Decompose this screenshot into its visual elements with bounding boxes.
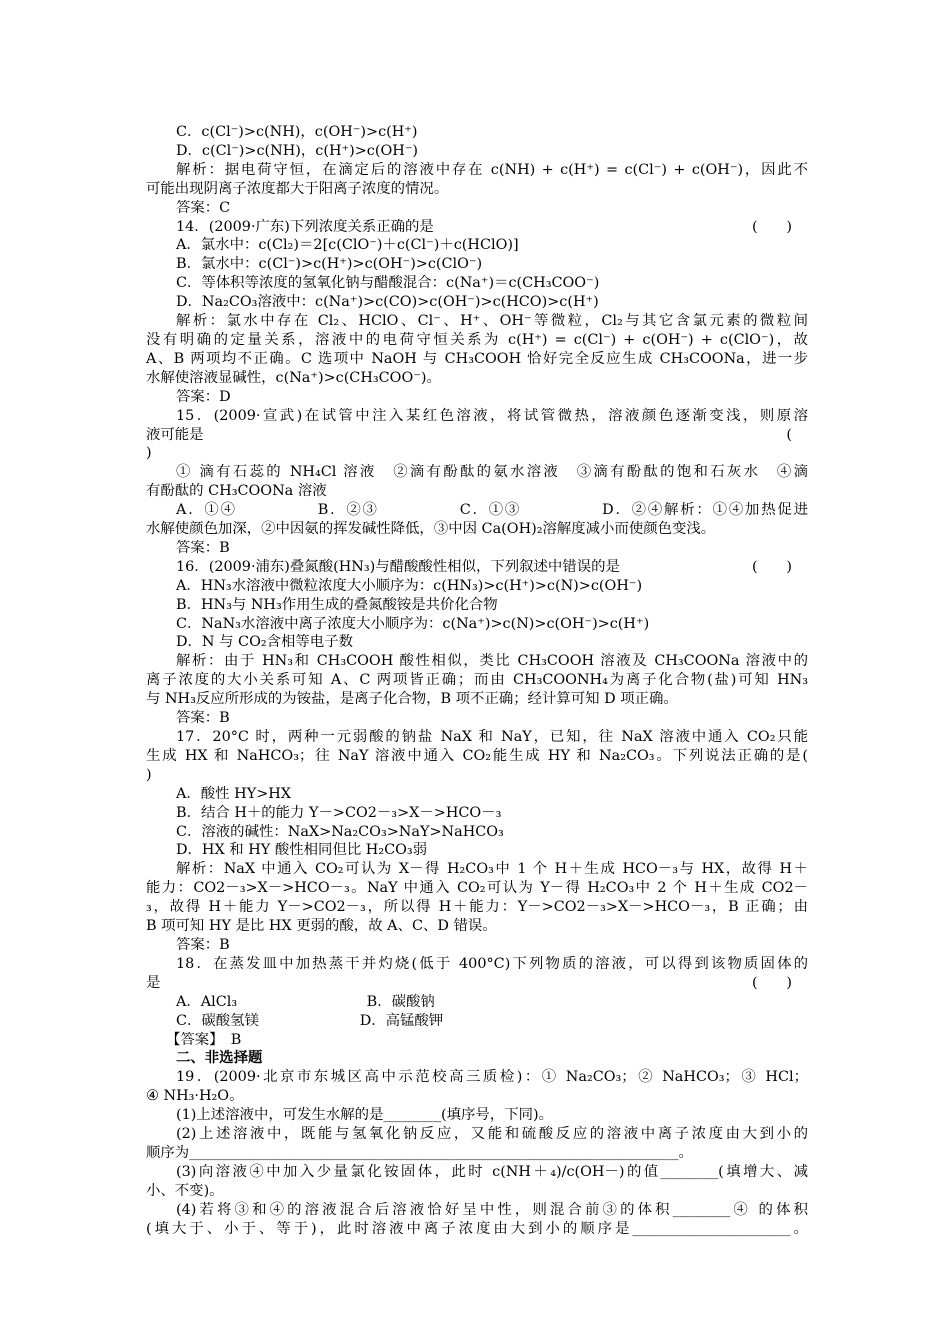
text-line	[146, 1012, 808, 1031]
line-text: )	[146, 766, 152, 783]
line-text: 15．(2009·宣武)在试管中注入某红色溶液，将试管微热，溶液颜色逐渐变浅，则原溶	[176, 407, 808, 424]
line-text: A．氯水中：c(Cl₂)＝2[c(ClO⁻)＋c(Cl⁻)＋c(HClO)]	[176, 237, 519, 254]
line-text: (2)上述溶液中，既能与氢氧化钠反应，又能和硫酸反应的溶液中离子浓度由大到小的	[176, 1126, 808, 1143]
text-line	[146, 690, 808, 709]
text-line	[146, 1182, 808, 1201]
text-line	[146, 199, 808, 218]
line-text: C．NaN₃水溶液中离子浓度大小顺序为：c(Na⁺)>c(N)>c(OH⁻)>c(H⁺)	[176, 615, 650, 632]
line-text: 解析：据电荷守恒，在滴定后的溶液中存在 c(NH) + c(H⁺) = c(Cl⁻) + c(OH⁻)，因此不	[176, 161, 808, 178]
text-line	[146, 463, 808, 482]
line-text: B．HN₃与 NH₃作用生成的叠氮酸铵是共价化合物	[176, 596, 498, 613]
line-text: 可能出现阴离子浓度都大于阳离子浓度的情况。	[146, 180, 449, 197]
answer-bracket: (	[786, 426, 792, 443]
line-text: 17．20°C 时，两种一元弱酸的钠盐 NaX 和 NaY，已知，往 NaX 溶液中通入 CO₂只能	[176, 729, 808, 745]
text-line	[146, 1106, 808, 1125]
text-line	[146, 652, 808, 671]
line-text: (3)向溶液④中加入少量氯化铵固体，此时 c(NH＋₄)/c(OH－)的值________(填增大、减	[176, 1163, 808, 1180]
line-text: 小、不变)。	[146, 1182, 224, 1199]
text-line	[146, 898, 808, 917]
text-line	[146, 426, 808, 445]
text-line	[146, 482, 808, 501]
text-line	[146, 407, 808, 426]
line-text: 水解使颜色加深，②中因氨的挥发碱性降低，③中因 Ca(OH)₂溶解度减小而使颜色变浅。	[146, 521, 716, 538]
text-line	[146, 671, 808, 690]
text-line	[146, 709, 808, 728]
text-line	[146, 728, 808, 747]
text-line	[146, 539, 808, 558]
line-text: 有酚酞的 CH₃COONa 溶液	[146, 483, 327, 500]
line-text: 能力：CO2－₃>X－>HCO－₃。NaY 中通入 CO₂可认为 Y－得 H₂CO₃中 2 个 H＋生成 CO2－	[146, 880, 808, 897]
line-text: B．结合 H＋的能力 Y－>CO2－₃>X－>HCO－₃	[176, 804, 502, 821]
text-line	[146, 236, 808, 255]
text-line	[146, 501, 808, 520]
line-text: D．HX 和 HY 酸性相同但比 H₂CO₃弱	[176, 842, 428, 859]
text-line	[146, 1049, 808, 1068]
text-line	[146, 161, 808, 180]
text-line	[146, 993, 808, 1012]
line-text: 答案：C	[176, 199, 231, 216]
line-text: 19．(2009·北京市东城区高中示范校高三质检)：① Na₂CO₃；② NaHCO₃；③ HCl；	[176, 1069, 808, 1086]
text-line	[146, 615, 808, 634]
text-line	[146, 860, 808, 879]
line-text: 答案：B	[176, 710, 230, 727]
line-text: 生成 HX 和 NaHCO₃；往 NaY 溶液中通入 CO₂能生成 HY 和 Na₂CO₃。下列说法正确的是(	[146, 747, 808, 764]
line-text: B 项可知 HY 是比 HX 更弱的酸，故 A、C、D 错误。	[146, 918, 497, 935]
text-line	[146, 1163, 808, 1182]
text-line	[146, 1125, 808, 1144]
line-text: A．酸性 HY>HX	[176, 785, 292, 802]
line-text: 答案：B	[176, 539, 230, 556]
line-text: D．c(Cl⁻)>c(NH)，c(H⁺)>c(OH⁻)	[176, 142, 419, 159]
text-line	[146, 633, 808, 652]
line-text: A．①④ B．②③ C．①③ D．②④解析：①④加热促进	[176, 502, 808, 519]
line-text: A．AlCl₃ B．碳酸钠	[176, 993, 435, 1010]
line-text: A、B 两项均不正确。C 选项中 NaOH 与 CH₃COOH 恰好完全反应生成 CH₃COONa，进一步	[146, 350, 808, 367]
text-line	[146, 974, 808, 993]
line-text: 水解使溶液显碱性，c(Na⁺)>c(CH₃COO⁻)。	[146, 369, 441, 386]
text-line	[146, 180, 808, 199]
text-line	[146, 218, 808, 237]
text-line	[146, 747, 808, 766]
line-text: D．Na₂CO₃溶液中：c(Na⁺)>c(CO)>c(OH⁻)>c(HCO)>c(H⁺)	[176, 294, 599, 311]
line-text: 顺序为____________________________________________________________________。	[146, 1144, 693, 1161]
document-body	[146, 123, 808, 1238]
text-line	[146, 388, 808, 407]
text-line	[146, 917, 808, 936]
text-line	[146, 1068, 808, 1087]
line-text: C．等体积等浓度的氢氧化钠与醋酸混合：c(Na⁺)＝c(CH₃COO⁻)	[176, 275, 600, 292]
text-line	[146, 936, 808, 955]
text-line	[146, 955, 808, 974]
line-text: C．c(Cl⁻)>c(NH)，c(OH⁻)>c(H⁺)	[176, 124, 418, 140]
line-text: 离子浓度的大小关系可知 A、C 两项皆正确；而由 CH₃COONH₄为离子化合物(盐)可知 HN₃	[146, 672, 808, 689]
text-line	[146, 274, 808, 293]
text-line	[146, 142, 808, 161]
text-line	[146, 1031, 808, 1050]
line-text: 14．(2009·广东)下列浓度关系正确的是	[176, 218, 434, 235]
line-text: (1)上述溶液中，可发生水解的是________(填序号，下同)。	[176, 1107, 553, 1124]
line-text: 没有明确的定量关系，溶液中的电荷守恒关系为 c(H⁺) = c(Cl⁻) + c(OH⁻) + c(ClO⁻)，故	[146, 331, 808, 348]
text-line	[146, 312, 808, 331]
line-text: D．N 与 CO₂含相等电子数	[176, 634, 353, 651]
line-text: C．溶液的碱性：NaX>Na₂CO₃>NaY>NaHCO₃	[176, 823, 504, 840]
text-line	[146, 823, 808, 842]
line-text: 答案：B	[176, 936, 230, 953]
text-line	[146, 331, 808, 350]
text-line	[146, 1144, 808, 1163]
line-text: (填大于、小于、等于)，此时溶液中离子浓度由大到小的顺序是______________________。	[146, 1220, 808, 1237]
line-text: 二、非选择题	[176, 1049, 263, 1067]
line-text: 解析：由于 HN₃和 CH₃COOH 酸性相似，类比 CH₃COOH 溶液及 CH₃COONa 溶液中的	[176, 653, 808, 670]
text-line	[146, 879, 808, 898]
text-line	[146, 558, 808, 577]
text-line	[146, 293, 808, 312]
text-line	[146, 577, 808, 596]
text-line	[146, 520, 808, 539]
text-line	[146, 369, 808, 388]
line-text: 液可能是	[146, 426, 204, 443]
line-text: 【答案】 B	[166, 1031, 242, 1048]
text-line	[146, 596, 808, 615]
line-text: ₃，故得 H＋能力 Y－>CO2－₃，所以得 H＋能力：Y－>CO2－₃>X－>HCO－₃，B 正确；由	[146, 899, 808, 916]
text-line	[146, 766, 808, 785]
line-text: 16．(2009·浦东)叠氮酸(HN₃)与醋酸酸性相似，下列叙述中错误的是	[176, 558, 620, 575]
text-line	[146, 785, 808, 804]
text-line	[146, 350, 808, 369]
line-text: 是	[146, 974, 161, 991]
text-line	[146, 255, 808, 274]
line-text: 18．在蒸发皿中加热蒸干并灼烧(低于 400°C)下列物质的溶液，可以得到该物质固体的	[176, 955, 808, 972]
line-text: 与 NH₃反应所形成的为铵盐，是离子化合物，B 项不正确；经计算可知 D 项正确。	[146, 691, 678, 708]
text-line	[146, 444, 808, 463]
text-line	[146, 1087, 808, 1106]
line-text: B．氯水中：c(Cl⁻)>c(H⁺)>c(OH⁻)>c(ClO⁻)	[176, 256, 483, 273]
text-line	[146, 123, 808, 142]
answer-bracket: ( )	[751, 558, 792, 575]
line-text: )	[146, 445, 152, 462]
line-text: A．HN₃水溶液中微粒浓度大小顺序为：c(HN₃)>c(H⁺)>c(N)>c(OH⁻)	[176, 577, 643, 594]
line-text: 答案：D	[176, 388, 231, 405]
line-text: 解析：NaX 中通入 CO₂可认为 X－得 H₂CO₃中 1 个 H＋生成 HCO－₃与 HX，故得 H＋	[176, 861, 808, 878]
line-text: ④ NH₃·H₂O。	[146, 1088, 244, 1105]
text-line	[146, 804, 808, 823]
text-line	[146, 1201, 808, 1220]
line-text: (4)若将③和④的溶液混合后溶液恰好呈中性，则混合前③的体积________④ 的体积	[176, 1201, 808, 1218]
text-line	[146, 1220, 808, 1239]
line-text: C．碳酸氢镁 D．高锰酸钾	[176, 1012, 444, 1029]
line-text: 解析：氯水中存在 Cl₂、HClO、Cl⁻、H⁺、OH⁻等微粒，Cl₂与其它含氯元素的微粒间	[176, 313, 808, 330]
answer-bracket: ( )	[751, 974, 792, 991]
line-text: ① 滴有石蕊的 NH₄Cl 溶液 ②滴有酚酞的氨水溶液 ③滴有酚酞的饱和石灰水 ④滴	[176, 464, 808, 481]
answer-bracket: ( )	[751, 218, 792, 235]
text-line	[146, 841, 808, 860]
